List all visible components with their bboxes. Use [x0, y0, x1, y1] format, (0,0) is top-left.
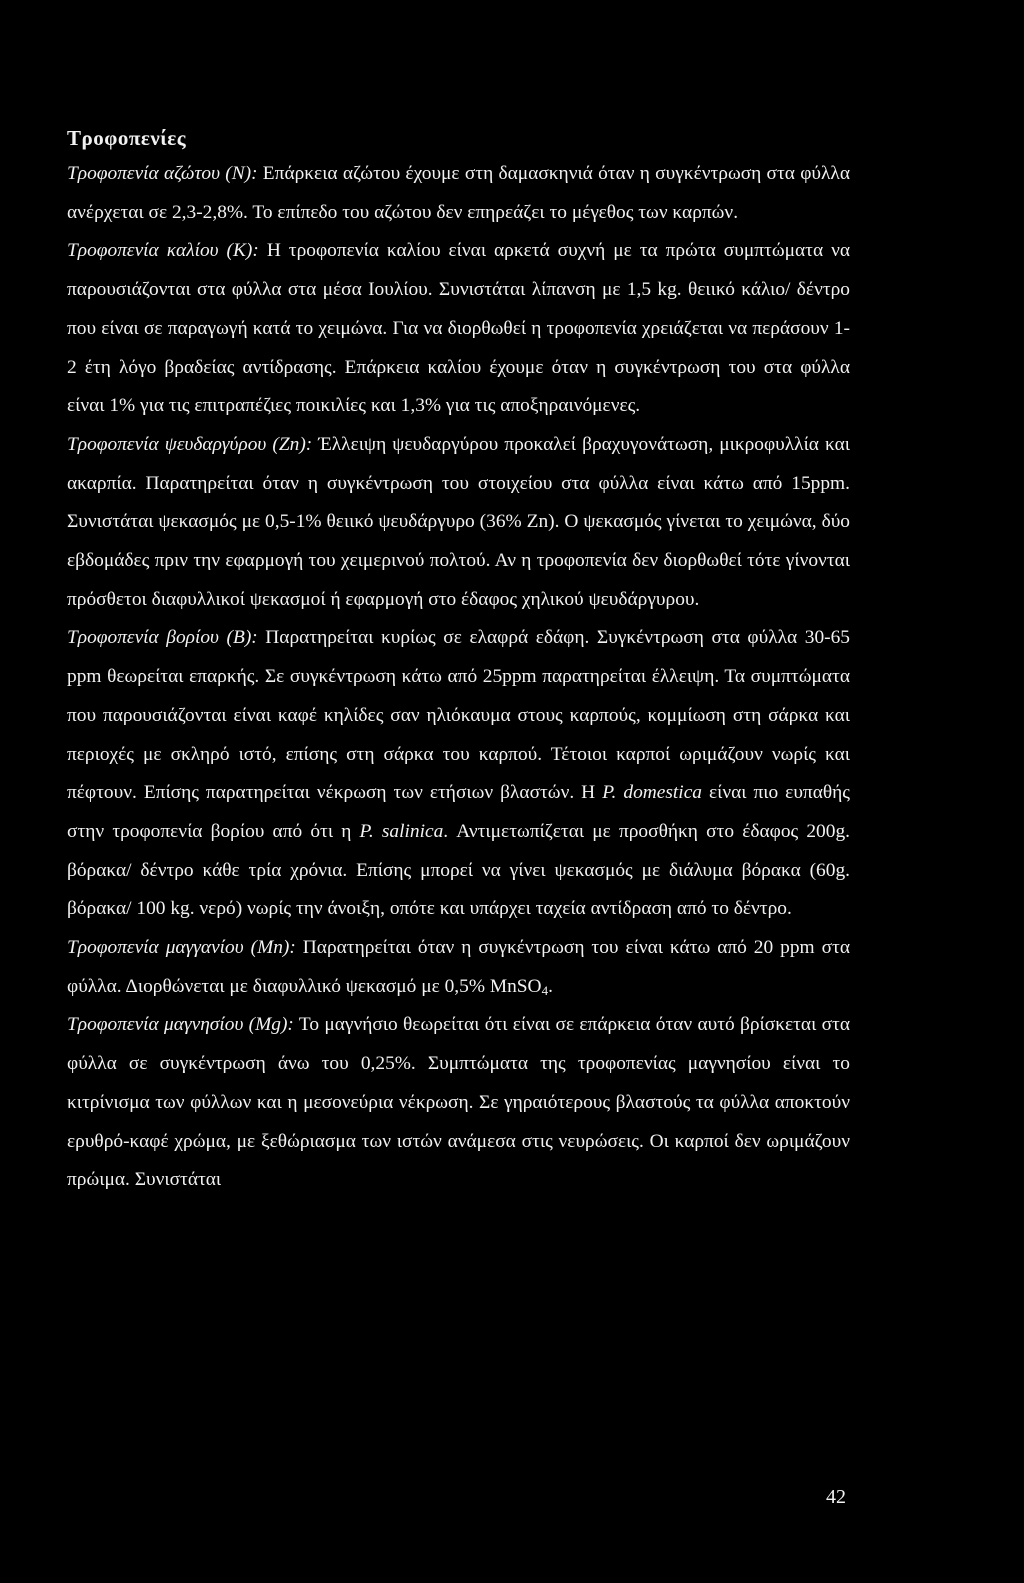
paragraph-boron — [67, 619, 850, 929]
paragraph-text: Επάρκεια αζώτου έχουμε στη δαμασκηνιά όταν η συγκέντρωση στα φύλλα ανέρχεται σε 2,3-2,8%. Το επίπεδο του αζώτου δεν επηρεάζει το μέγεθος των καρπών. — [67, 163, 850, 223]
paragraph-text: . — [548, 975, 553, 997]
paragraph-nitrogen — [67, 155, 850, 232]
page-number: 42 — [826, 1486, 846, 1508]
paragraph-magnesium — [67, 1006, 850, 1200]
paragraph-zinc — [67, 426, 850, 620]
section-heading: Τροφοπενίες — [67, 126, 187, 150]
paragraph-label: Τροφοπενία καλίου (K): — [67, 240, 259, 262]
paragraph-label: Τροφοπενία βορίου (B): — [67, 627, 258, 649]
body-text — [67, 155, 850, 1200]
paragraph-text: Παρατηρείται όταν η συγκέντρωση του είναι κάτω από 20 ppm στα φύλλα. Διορθώνεται με διαφυλλικό ψεκασμό με 0,5% MnSO — [67, 937, 850, 997]
paragraph-label: Τροφοπενία αζώτου (N): — [67, 163, 258, 184]
paragraph-label: Τροφοπενία μαγνησίου (Mg): — [67, 1014, 294, 1036]
paragraph-label: Τροφοπενία μαγγανίου (Mn): — [67, 937, 296, 959]
paragraph-text: είναι πιο ευπαθής στην τροφοπενία βορίου από ότι η — [67, 782, 850, 842]
paragraph-text: Η τροφοπενία καλίου είναι αρκετά συχνή με τα πρώτα συμπτώματα να παρουσιάζονται στα φύλλα στα μέσα Ιουλίου. Συνιστάται λίπανση με 1,5 kg. θειικό κάλιο/ δέντρο που είναι σε παραγωγή κατά το χειμώνα. Για να διορθωθεί η τροφοπενία χρειάζεται να περάσουν 1-2 έτη λόγο βραδείας αντίδρασης. Επάρκεια καλίου έχουμε όταν η συγκέντρωση του στα φύλλα είναι 1% για τις επιτραπέζιες ποικιλίες και 1,3% για τις αποξηραινόμενες. — [67, 240, 850, 417]
species-name: P. domestica — [602, 782, 702, 804]
paragraph-text: Το μαγνήσιο θεωρείται ότι είναι σε επάρκεια όταν αυτό βρίσκεται στα φύλλα σε συγκέντρωση άνω του 0,25%. Συμπτώματα της τροφοπενίας μαγνησίου είναι το κιτρίνισμα των φύλλων και η μεσονεύρια νέκρωση. Σε γηραιότερους βλαστούς τα φύλλα αποκτούν ερυθρό-καφέ χρώμα, με ξεθώριασμα των ιστών ανάμεσα στις νευρώσεις. Οι καρποί δεν ωριμάζουν πρώιμα. Συνιστάται — [67, 1014, 850, 1191]
paragraph-text: . Αντιμετωπίζεται με προσθήκη στο έδαφος 200g. βόρακα/ δέντρο κάθε τρία χρόνια. Επίσης μπορεί να γίνει ψεκασμός με διάλυμα βόρακα (60g. βόρακα/ 100 kg. νερό) νωρίς την άνοιξη, οπότε και υπάρχει ταχεία αντίδραση από το δέντρο. — [67, 820, 850, 920]
species-name: P. salinica — [359, 820, 444, 842]
paragraph-manganese — [67, 929, 850, 1006]
paragraph-text: Έλλειψη ψευδαργύρου προκαλεί βραχυγονάτωση, μικροφυλλία και ακαρπία. Παρατηρείται όταν η συγκέντρωση του στοιχείου στα φύλλα είναι κάτω από 15ppm. Συνιστάται ψεκασμός με 0,5-1% θειικό ψευδάργυρο (36% Zn). Ο ψεκασμός γίνεται το χειμώνα, δύο εβδομάδες πριν την εφαρμογή του χειμερινού πολτού. Αν η τροφοπενία δεν διορθωθεί τότε γίνονται πρόσθετοι διαφυλλικοί ψεκασμοί ή εφαρμογή στο έδαφος χηλικού ψευδάργυρου. — [67, 433, 850, 610]
chemical-subscript: 4 — [541, 982, 549, 998]
paragraph-potassium — [67, 232, 850, 426]
paragraph-text: Παρατηρείται κυρίως σε ελαφρά εδάφη. Συγκέντρωση στα φύλλα 30-65 ppm θεωρείται επαρκής. Σε συγκέντρωση κάτω από 25ppm παρατηρείται έλλειψη. Τα συμπτώματα που παρουσιάζονται είναι καφέ κηλίδες σαν ηλιόκαυμα στους καρπούς, κομμίωση στη σάρκα και περιοχές με σκληρό ιστό, επίσης στη σάρκα του καρπού. Τέτοιοι καρποί ωριμάζουν νωρίς και πέφτουν. Επίσης παρατηρείται νέκρωση των ετήσιων βλαστών. Η — [67, 627, 850, 804]
paragraph-label: Τροφοπενία ψευδαργύρου (Zn): — [67, 433, 313, 455]
